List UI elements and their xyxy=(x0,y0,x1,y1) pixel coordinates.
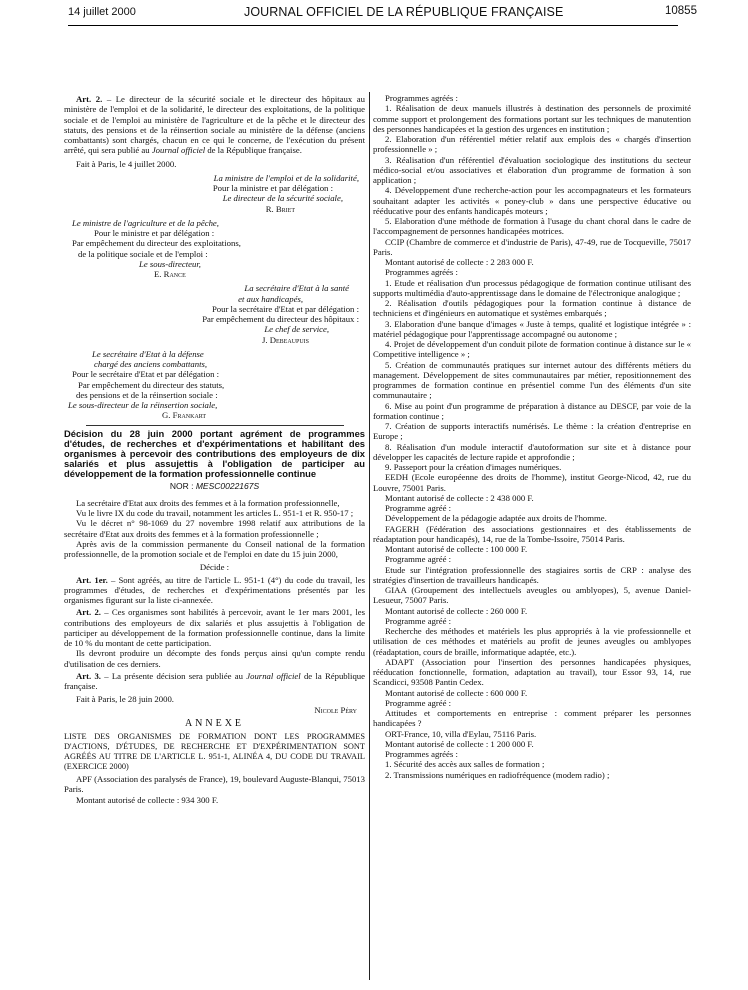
signature-line: La secrétaire d'Etat à la santé xyxy=(244,283,349,294)
right-paragraph: GIAA (Groupement des intellectuels aveugles ou amblyopes), 5, avenue Daniel-Lesueur, 75007 Paris. xyxy=(373,585,691,606)
signature-line: Par empêchement du directeur des statuts, xyxy=(78,379,225,390)
article-label: Art. 1er. xyxy=(76,574,108,585)
right-paragraph: ORT-France, 10, villa d'Eylau, 75116 Paris. xyxy=(385,728,537,739)
right-paragraph: 1. Réalisation de deux manuels illustrés à destination des personnels de proximité comme support et prolongement des formations portant sur les techniques de manutention des personnes handicapées et la gestion des urgences en institution ; xyxy=(373,103,691,134)
annexe-heading: ANNEXE xyxy=(184,717,245,729)
article-3 xyxy=(64,671,365,692)
article-text: – La présente décision sera publiée au xyxy=(100,670,247,681)
right-paragraph: 2. Elaboration d'un référentiel métier relatif aux emplois des « chargés d'insertion professionnelle » ; xyxy=(373,134,691,155)
article-text: – Le directeur de la sécurité sociale et le directeur des hôpitaux au ministère de l'emploi et de la solidarité, le directeur des exploitations, de la politique sociale et de l'emploi au ministère de l'agriculture et de la pêche et le directeur des statuts, des pensions et de la réinsertion sociale au ministère de la défense (anciens combattants) sont chargés, chacun en ce qui le concerne, de l'exécution du présent arrêté, qui sera publié au xyxy=(64,94,365,156)
right-paragraph: 4. Développement d'une recherche-action pour les accompagnateurs et les formateurs souhaitant adapter les activités « poney-club » dans une perspective éducative ou rééducative pour des enfants handicapés moteurs ; xyxy=(373,185,691,216)
journal-ref: Journal officiel xyxy=(246,670,301,681)
right-paragraph: Montant autorisé de collecte : 2 283 000 F. xyxy=(385,257,534,267)
left-column xyxy=(64,94,365,805)
page-header xyxy=(0,4,748,26)
signature-line: de la politique sociale et de l'emploi : xyxy=(78,248,208,259)
signature-line: Le ministre de l'agriculture et de la pêche, xyxy=(72,217,219,228)
signature-line: Pour la secrétaire d'Etat et par délégation : xyxy=(211,303,359,314)
decide: Décide : xyxy=(199,562,230,573)
right-paragraph: 8. Réalisation d'un module interactif d'autoformation sur site et à distance pour développer les capacités de lecture rapide et approfondie ; xyxy=(373,441,691,462)
right-paragraph: 7. Création de supports interactifs numérisés. Le thème : la création d'entreprise en Europe ; xyxy=(373,421,691,442)
article-2-decision xyxy=(64,607,365,648)
signature-line: Le secrétaire d'Etat à la défense xyxy=(92,348,204,359)
paragraph: Après avis de la commission permanente du Conseil national de la formation professionnelle, de la promotion sociale et de l'emploi en date du 15 juin 2000, xyxy=(64,538,365,560)
right-paragraph: Attitudes et comportements en entreprise : comment préparer les personnes handicapées ? xyxy=(373,708,691,729)
right-paragraph: Montant autorisé de collecte : 2 438 000 F. xyxy=(385,492,534,503)
organisme: APF (Association des paralysés de France), 19, boulevard Auguste-Blanqui, 75013 Paris. xyxy=(64,774,365,795)
right-paragraph: Programmes agréés : xyxy=(385,749,458,759)
article-text: – Sont agréés, au titre de l'article L. 951-1 (4°) du code du travail, les programmes d'études, de recherches et d'expérimentations présentés par les organismes figurant sur la liste ci-annexée. xyxy=(64,574,366,606)
paragraph: Vu le décret n° 98-1069 du 27 novembre 1998 relatif aux attributions de la secrétaire d'Etat aux droits des femmes et à la formation professionnelle ; xyxy=(64,518,365,539)
right-paragraph: Montant autorisé de collecte : 600 000 F. xyxy=(385,687,528,698)
nor-label: NOR : xyxy=(169,480,196,491)
signatory: G. Frankart xyxy=(162,410,207,421)
journal-title: JOURNAL OFFICIEL DE LA RÉPUBLIQUE FRANÇAISE xyxy=(244,5,564,19)
right-paragraph: Programme agréé : xyxy=(385,697,452,708)
decision-title: Décision du 28 juin 2000 portant agrément de programmes d'études, de recherches et d'expérimentations et habilitant des organismes à percevoir des contributions des employeurs de dix salariés et plus assujettis à l'obligation de participer au développement de la formation professionnelle continue xyxy=(64,427,365,480)
header-date: 14 juillet 2000 xyxy=(68,6,136,18)
right-paragraph: 1. Sécurité des accès aux salles de formation ; xyxy=(385,759,545,770)
right-paragraph: Programme agréé : xyxy=(385,615,452,626)
right-paragraph: Montant autorisé de collecte : 100 000 F. xyxy=(385,544,528,554)
signatory: R. Briet xyxy=(265,203,295,214)
right-paragraph: Programmes agréés : xyxy=(385,93,458,103)
fait-a-paris: Fait à Paris, le 28 juin 2000. xyxy=(76,694,174,705)
right-paragraph: 2. Réalisation d'outils pédagogiques pour la formation continue à distance de techniciens et d'ingénieurs en automatique et systèmes embarqués ; xyxy=(373,298,691,319)
signature-line: Le sous-directeur de la réinsertion sociale, xyxy=(68,400,218,410)
article-text-end: de la République française. xyxy=(64,670,366,692)
signature-line: et aux handicapés, xyxy=(238,293,303,304)
nor-value: MESC0022167S xyxy=(195,480,260,491)
right-paragraph: 6. Mise au point d'un programme de préparation à distance au DESCF, par voie de la formation continue ; xyxy=(373,400,691,421)
right-paragraph: Programme agréé : xyxy=(385,554,452,565)
article-label: Art. 2. xyxy=(76,94,103,104)
right-paragraph: CCIP (Chambre de commerce et d'industrie de Paris), 47-49, rue de Tocqueville, 75017 Paris. xyxy=(373,236,691,257)
right-paragraph: EEDH (Ecole européenne des droits de l'homme), institut George-Nicod, 42, rue du Louvre, 75001 Paris. xyxy=(373,472,691,493)
signatory: E. Rance xyxy=(154,269,186,279)
nor-reference xyxy=(64,481,365,491)
right-paragraph: ADAPT (Association pour l'insertion des personnes handicapées physiques, rééducation fonctionnelle, formation, adaptation au travail), tour Essor 93, 14, rue Scandicci, 93508 Pantin Cedex. xyxy=(373,656,691,688)
signature-line: chargé des anciens combattants, xyxy=(94,359,208,369)
right-paragraph: Programmes agréés : xyxy=(385,267,458,278)
paragraph: Ils devront produire un décompte des fonds perçus ainsi qu'un compte rendu d'utilisation de ces derniers. xyxy=(64,648,365,669)
signature-line: Par empêchement du directeur des exploitations, xyxy=(72,238,241,249)
right-paragraph: 4. Projet de développement d'un conduit pilote de formation continue à distance sur le « Competitive intelligence » ; xyxy=(373,339,691,360)
signatory: J. Debeaupuis xyxy=(261,334,309,345)
paragraph: La secrétaire d'Etat aux droits des femmes et à la formation professionnelle, xyxy=(76,497,340,508)
paragraph: Vu le livre IX du code du travail, notamment les articles L. 951-1 et R. 950-17 ; xyxy=(76,508,354,519)
signature-line: des pensions et de la réinsertion sociale : xyxy=(76,389,218,400)
article-text-end: de la République française. xyxy=(205,145,302,156)
column-divider xyxy=(369,92,370,980)
right-paragraph: Montant autorisé de collecte : 1 200 000 F. xyxy=(385,738,534,749)
article-2 xyxy=(64,94,365,156)
montant: Montant autorisé de collecte : 934 300 F. xyxy=(76,794,219,805)
page-number: 10855 xyxy=(665,5,697,17)
right-paragraph: Etude sur l'intégration professionnelle des stagiaires sortis de CRP : analyse des stratégies d'insertion de travailleurs handicapés. xyxy=(373,564,691,585)
right-paragraph: 3. Elaboration d'une banque d'images « Juste à temps, qualité et logistique intégrée » : matériel pédagogique pour l'apprentissage accompagné ou autonome ; xyxy=(373,318,691,339)
signature-line: Le sous-directeur, xyxy=(139,258,201,269)
header-rule xyxy=(68,25,678,26)
right-paragraph: 3. Réalisation d'un référentiel d'évaluation sociologique des institutions du secteur médico-social et/ou associatives et élaboration d'un programme de formation à son application ; xyxy=(373,154,691,185)
right-paragraph: 1. Etude et réalisation d'un processus pédagogique de formation continue utilisant des supports multimédia d'auto-apprentissage dans le domaine de l'électronique analogique ; xyxy=(373,277,691,298)
article-text: – Ces organismes sont habilités à percevoir, avant le 1er mars 2001, les contributions des employeurs de dix salariés et plus assujettis à l'obligation de participer au développement de la formation professionnelle continue, dans la limite de 10 % du montant de cette participation. xyxy=(64,607,365,649)
article-1 xyxy=(64,575,365,606)
right-paragraph: FAGERH (Fédération des associations gestionnaires et des établissements de réadaptation pour handicapés), 14, rue de la Tombe-Issoire, 75014 Paris. xyxy=(373,523,691,544)
right-paragraph: Développement de la pédagogie adaptée aux droits de l'homme. xyxy=(385,513,607,524)
annexe-list-title: LISTE DES ORGANISMES DE FORMATION DONT LES PROGRAMMES D'ACTIONS, D'ÉTUDES, DE RECHERCHE ET D'EXPÉRIMENTATION SONT AGRÉÉS AU TITRE DE L'ARTICLE L. 951-1, ALINÉA 4, DU CODE DU TRAVAIL (EXERCICE 2000) xyxy=(64,732,365,772)
signature-line: Pour le ministre et par délégation : xyxy=(94,228,215,238)
signature-line: Le chef de service, xyxy=(264,324,329,335)
article-label: Art. 3. xyxy=(76,670,101,681)
right-paragraph: 5. Création de communautés pratiques sur internet autour des différents métiers du management. Développement de sites communautaires par métier, repositionnement des programmes de formation continue en présentiel comme l'un des éléments d'un site communautaire ; xyxy=(373,359,691,401)
signature-line: Le directeur de la sécurité sociale, xyxy=(222,193,343,204)
signatory: Nicole Péry xyxy=(314,704,357,715)
right-paragraph: 2. Transmissions numériques en radiofréquence (modem radio) ; xyxy=(385,769,610,780)
journal-ref: Journal officiel xyxy=(151,145,206,156)
signature-line: Par empêchement du directeur des hôpitaux : xyxy=(202,314,359,324)
signature-line: La ministre de l'emploi et de la solidarité, xyxy=(213,172,359,183)
right-paragraph: Recherche des méthodes et matériels les plus appropriés à la vie professionnelle et utilisation de ces méthodes et matériels au profit de jeunes aveugles ou amblyopes (réadaptation, cours de braille, informatique adaptée, etc.). xyxy=(373,626,691,657)
section-separator xyxy=(86,425,344,426)
right-paragraph: 5. Elaboration d'une méthode de formation à l'usage du chant choral dans le cadre de l'accompagnement de personnes handicapées motrices. xyxy=(373,216,691,237)
right-paragraph: Montant autorisé de collecte : 260 000 F. xyxy=(385,605,528,616)
article-label: Art. 2. xyxy=(76,607,101,618)
right-paragraph: 9. Passeport pour la création d'images numériques. xyxy=(385,462,562,472)
right-column xyxy=(373,93,691,780)
signature-line: Pour le secrétaire d'Etat et par délégation : xyxy=(72,369,220,380)
fait-a-paris: Fait à Paris, le 4 juillet 2000. xyxy=(76,158,177,169)
right-paragraph: Programme agréé : xyxy=(385,503,452,513)
signature-line: Pour la ministre et par délégation : xyxy=(212,183,333,193)
